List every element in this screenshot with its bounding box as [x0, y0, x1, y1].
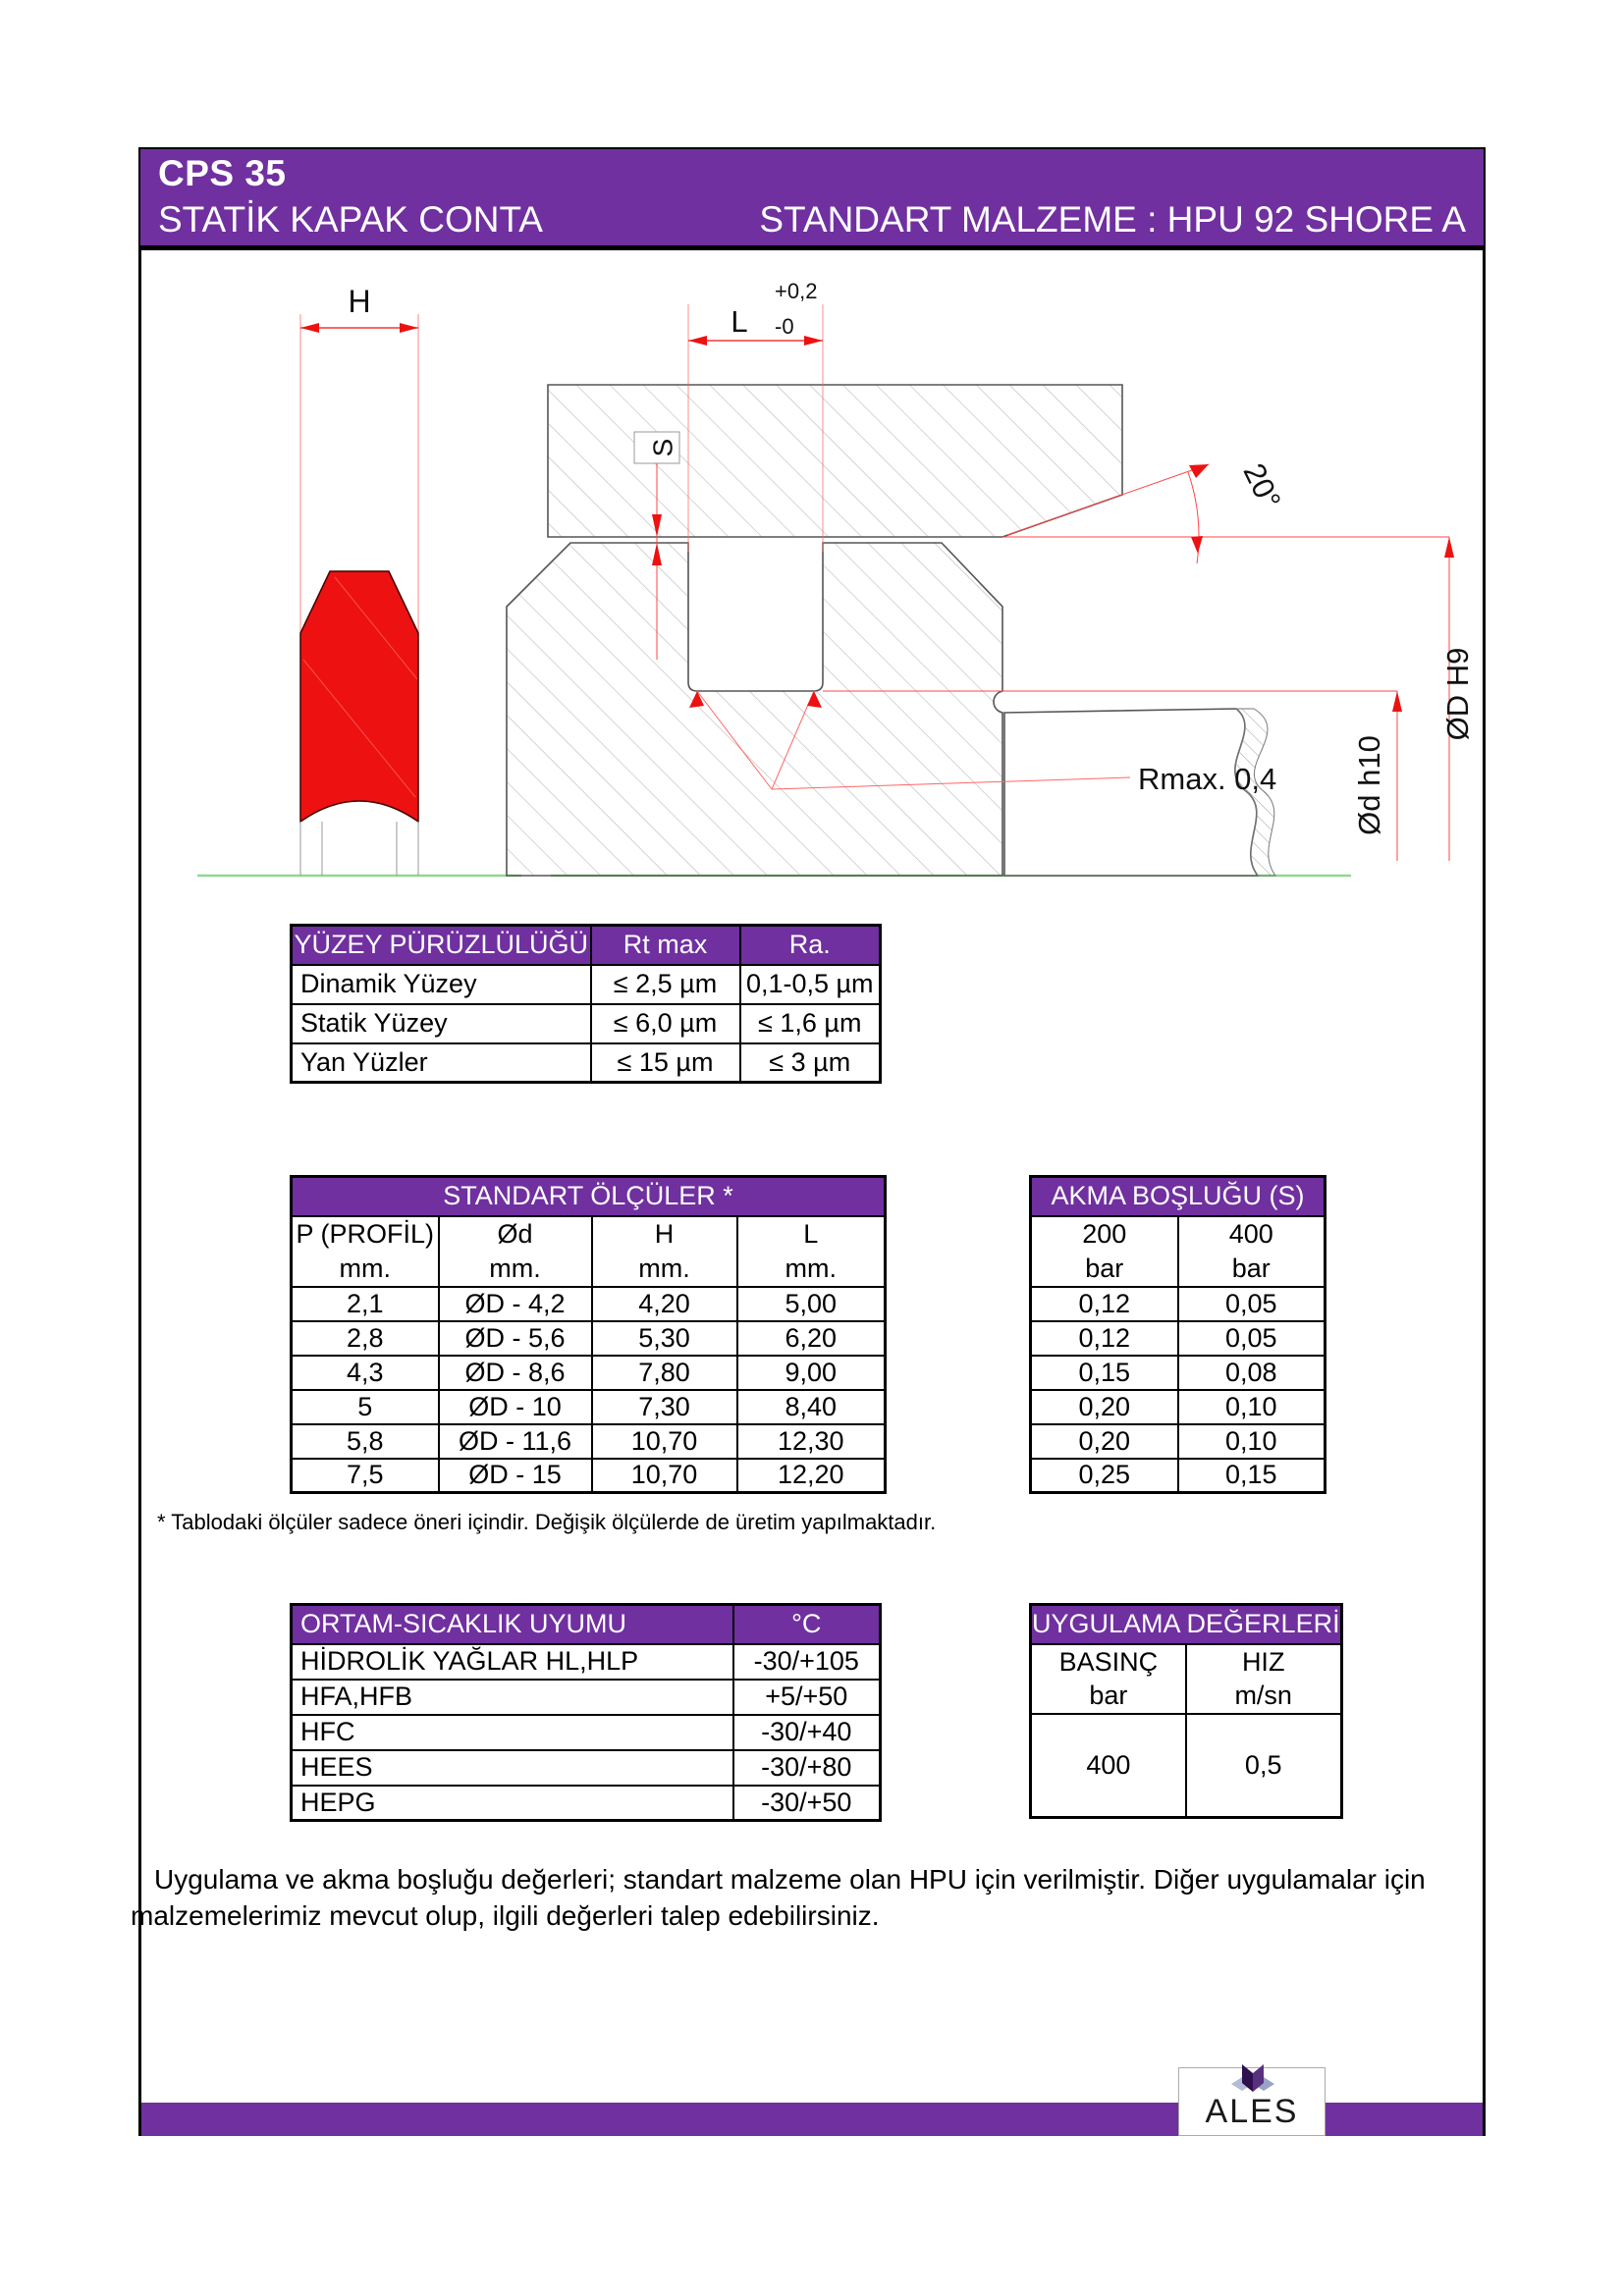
- media-temperature-table: [290, 1603, 882, 1822]
- app-pressure-value: 400: [1031, 1714, 1186, 1818]
- l-tolerance-plus: +0,2: [775, 279, 818, 303]
- table-row: 0,20 0,10: [1031, 1390, 1326, 1424]
- table-row: 0,12 0,05: [1031, 1321, 1326, 1356]
- table-row: 0,15 0,08: [1031, 1356, 1326, 1390]
- table-row: 5 ØD - 10 7,30 8,40: [292, 1390, 886, 1424]
- gap-col-400bar: 400 bar: [1178, 1216, 1326, 1287]
- housing-block: [507, 543, 1002, 876]
- product-name: STATİK KAPAK CONTA: [158, 199, 543, 240]
- table-row: HEPG -30/+50: [292, 1786, 881, 1821]
- app-col-speed: HIZ m/sn: [1186, 1644, 1341, 1714]
- table-row: HİDROLİK YAĞLAR HL,HLP -30/+105: [292, 1644, 881, 1680]
- table-row: 2,1 ØD - 4,2 4,20 5,00: [292, 1287, 886, 1321]
- table-row: 7,5 ØD - 15 10,70 12,20: [292, 1459, 886, 1493]
- surface-table-title: YÜZEY PÜRÜZLÜLÜĞÜ: [292, 926, 591, 965]
- s-label: S: [647, 438, 678, 457]
- table-row: 5,8 ØD - 11,6 10,70 12,30: [292, 1424, 886, 1459]
- dims-col-profile: P (PROFİL) mm.: [292, 1216, 439, 1287]
- table-footnote: * Tablodaki ölçüler sadece öneri içindir. Değişik ölçülerde de üretim yapılmaktadır.: [157, 1510, 937, 1534]
- technical-drawing: [138, 247, 1486, 934]
- product-code: CPS 35: [158, 153, 287, 193]
- table-row: 0,25 0,15: [1031, 1459, 1326, 1493]
- temp-table-title: ORTAM-SICAKLIK UYUMU: [292, 1605, 733, 1644]
- bore-diameter-dimension: [1440, 537, 1475, 861]
- h-dimension: [300, 284, 418, 333]
- dims-col-h: H mm.: [592, 1216, 737, 1287]
- company-logo: [1178, 2067, 1326, 2136]
- surface-col-rtmax: Rt max: [591, 926, 740, 965]
- gap-col-200bar: 200 bar: [1031, 1216, 1178, 1287]
- table-row: 2,8 ØD - 5,6 5,30 6,20: [292, 1321, 886, 1356]
- angle-label: 20°: [1236, 457, 1288, 515]
- table-row: HEES -30/+80: [292, 1750, 881, 1786]
- app-table-title: UYGULAMA DEĞERLERİ: [1031, 1605, 1342, 1644]
- surface-roughness-table: [290, 924, 882, 1084]
- table-row: HFA,HFB +5/+50: [292, 1680, 881, 1715]
- extrusion-gap-table: [1029, 1175, 1326, 1494]
- header-banner: [138, 147, 1486, 247]
- surface-col-ra: Ra.: [740, 926, 881, 965]
- h-label: H: [348, 284, 371, 319]
- table-row: 4,3 ØD - 8,6 7,80 9,00: [292, 1356, 886, 1390]
- table-row: Yan Yüzler ≤ 15 µm ≤ 3 µm: [292, 1043, 881, 1083]
- table-row: 0,12 0,05: [1031, 1287, 1326, 1321]
- rod-diameter-label: Ød h10: [1352, 735, 1386, 835]
- dims-col-l: L mm.: [737, 1216, 886, 1287]
- l-label: L: [731, 304, 748, 339]
- application-note: Uygulama ve akma boşluğu değerleri; standart malzeme olan HPU için verilmiştir. Diğer uygulamalar için malzemelerimiz mevcut olup, ilgili değerleri talep edebilirsiniz.: [131, 1864, 1426, 1932]
- seal-profile: [300, 314, 418, 876]
- dims-table-title: STANDART ÖLÇÜLER *: [292, 1177, 886, 1216]
- ales-logo-text: ALES: [1205, 2093, 1299, 2130]
- temp-col-unit: °C: [733, 1605, 881, 1644]
- application-values-table: [1029, 1603, 1343, 1819]
- table-row: 0,20 0,10: [1031, 1424, 1326, 1459]
- app-col-pressure: BASINÇ bar: [1031, 1644, 1186, 1714]
- table-row: Dinamik Yüzey ≤ 2,5 µm 0,1-0,5 µm: [292, 965, 881, 1004]
- table-row: Statik Yüzey ≤ 6,0 µm ≤ 1,6 µm: [292, 1004, 881, 1043]
- standard-dimensions-table: [290, 1175, 887, 1494]
- table-row: HFC -30/+40: [292, 1715, 881, 1750]
- gap-table-title: AKMA BOŞLUĞU (S): [1031, 1177, 1326, 1216]
- l-tolerance-minus: -0: [775, 314, 794, 339]
- dims-col-od: Ød mm.: [439, 1216, 592, 1287]
- seal-cross-section: [300, 571, 418, 822]
- bore-diameter-label: ØD H9: [1440, 647, 1475, 741]
- standard-material: STANDART MALZEME : HPU 92 SHORE A: [759, 199, 1466, 240]
- rmax-label: Rmax. 0,4: [1138, 762, 1277, 796]
- table-row: [1031, 1714, 1342, 1818]
- app-speed-value: 0,5: [1186, 1714, 1341, 1818]
